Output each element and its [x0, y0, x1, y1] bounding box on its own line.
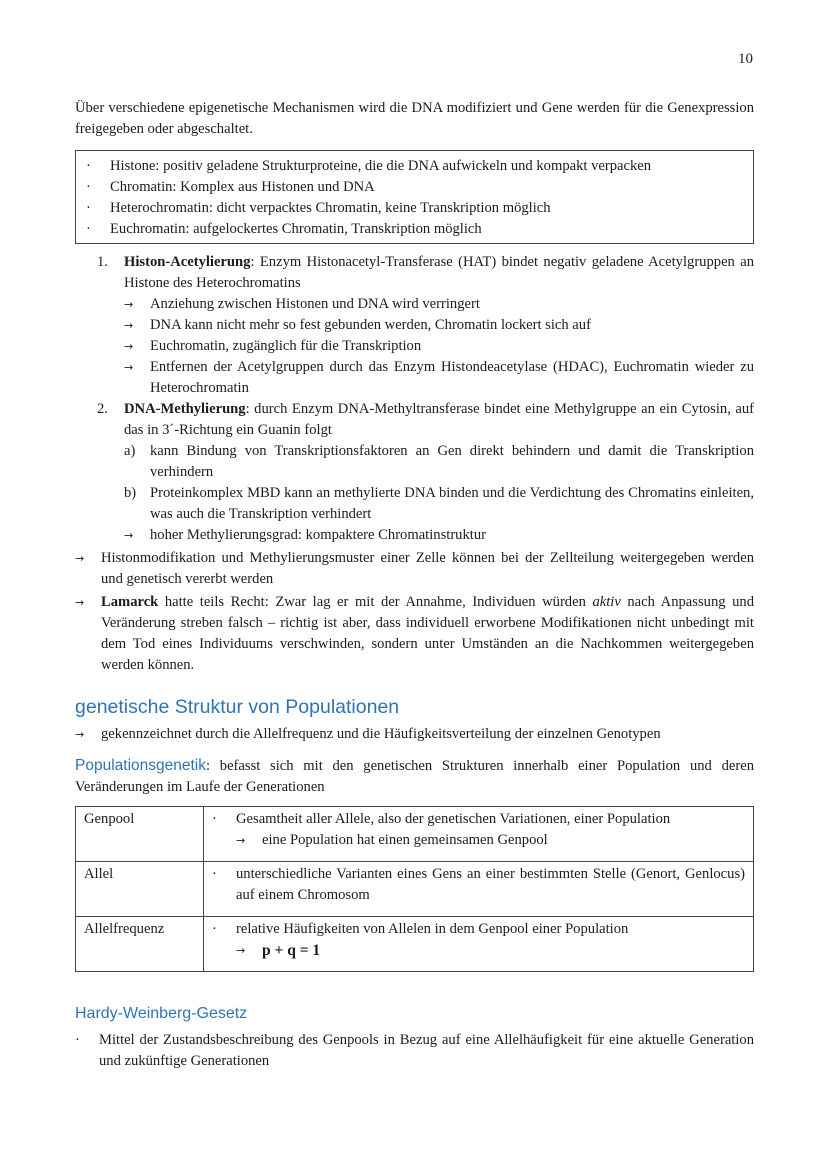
- arrow-right-icon: →: [124, 319, 134, 332]
- definition-item: [86, 177, 743, 198]
- arrow-text: Anziehung zwischen Histonen und DNA wird verringert: [150, 296, 480, 312]
- sub-item: [124, 441, 754, 483]
- bullet-dot: ·: [212, 921, 217, 937]
- arrow-right-icon: →: [124, 361, 134, 374]
- section-arrow-item: [75, 724, 754, 745]
- emphasis-active: aktiv: [592, 594, 621, 610]
- population-genetics-definition: [75, 755, 754, 798]
- definition-text: Gesamtheit aller Allele, also der genetischen Variationen, einer Population: [236, 811, 671, 827]
- bullet-dot: ·: [86, 221, 91, 237]
- arrow-item: [124, 336, 754, 357]
- page-number: 10: [738, 51, 753, 67]
- item-title: DNA-Methylierung: [124, 401, 246, 417]
- table-row: [76, 862, 754, 917]
- arrow-text: DNA kann nicht mehr so fest gebunden werden, Chromatin lockert sich auf: [150, 317, 591, 333]
- definition-text: Histone: positiv geladene Strukturproteine, die die DNA aufwickeln und kompakt verpacken: [110, 158, 652, 174]
- arrow-text: hoher Methylierungsgrad: kompaktere Chromatinstruktur: [150, 527, 486, 543]
- conclusion-text: [101, 592, 754, 676]
- conclusion-text-a: hatte teils Recht: Zwar lag er mit der Annahme, Individuen würden: [158, 594, 593, 610]
- arrow-right-icon: →: [236, 834, 246, 847]
- definition-cell: [204, 807, 754, 862]
- definition-cell: [204, 862, 754, 917]
- definition-text: unterschiedliche Varianten eines Gens an einer bestimmten Stelle (Genort, Genlocus) auf einem Chromosom: [236, 866, 745, 903]
- arrow-text: eine Population hat einen gemeinsamen Genpool: [262, 832, 548, 848]
- definition-text: Chromatin: Komplex aus Histonen und DNA: [110, 179, 375, 195]
- definition-text: relative Häufigkeiten von Allelen in dem Genpool einer Population: [236, 921, 629, 937]
- allele-formula: p + q = 1: [262, 942, 321, 959]
- arrow-right-icon: →: [75, 728, 85, 741]
- arrow-right-icon: →: [75, 596, 85, 609]
- arrow-text: Euchromatin, zugänglich für die Transkription: [150, 338, 422, 354]
- item-number: 1.: [97, 254, 108, 270]
- definition-item: [86, 156, 743, 177]
- sub-text: kann Bindung von Transkriptionsfaktoren an Gen direkt behindern und damit die Transkription verhindern: [150, 443, 754, 480]
- section-heading-hardy-weinberg: Hardy-Weinberg-Gesetz: [75, 1005, 248, 1022]
- bullet-dot: ·: [86, 200, 91, 216]
- table-row: [76, 917, 754, 972]
- section-arrow-text: gekennzeichnet durch die Allelfrequenz und die Häufigkeitsverteilung der einzelnen Genotypen: [101, 726, 661, 742]
- definition-text: Euchromatin: aufgelockertes Chromatin, Transkription möglich: [110, 221, 482, 237]
- item-number: 2.: [97, 401, 108, 417]
- page-content: [75, 98, 754, 1072]
- section-heading-populations: genetische Struktur von Populationen: [75, 696, 400, 718]
- list-item-histone-acetylation: [97, 252, 754, 399]
- definition-box: [75, 150, 754, 244]
- sub-letter: b): [124, 485, 137, 501]
- intro-paragraph: Über verschiedene epigenetische Mechanismen wird die DNA modifiziert und Gene werden für die Genexpression freigegeben oder abgeschaltet.: [75, 100, 754, 137]
- table-row: [76, 807, 754, 862]
- arrow-item: [124, 525, 754, 546]
- arrow-right-icon: →: [124, 340, 134, 353]
- term-cell: Genpool: [76, 807, 204, 862]
- bullet-dot: ·: [86, 179, 91, 195]
- item-title: Histon-Acetylierung: [124, 254, 251, 270]
- list-item-dna-methylation: [97, 399, 754, 546]
- conclusion-inheritance: [75, 548, 754, 590]
- bullet-dot: ·: [75, 1032, 80, 1048]
- item-text: : durch Enzym DNA-Methyltransferase bindet eine Methylgruppe an ein Cytosin, auf das in 3´-Richtung ein Guanin folgt: [124, 401, 754, 438]
- bullet-dot: ·: [86, 158, 91, 174]
- hardy-bullet-text: Mittel der Zustandsbeschreibung des Genpools in Bezug auf eine Allelhäufigkeit für eine aktuelle Generation und zukünftige Generationen: [99, 1032, 754, 1069]
- glossary-table: [75, 806, 754, 972]
- bullet-dot: ·: [212, 866, 217, 882]
- item-text: : Enzym Histonacetyl-Transferase (HAT) bindet negativ geladene Acetylgruppen an Histone des Heterochromatins: [124, 254, 754, 291]
- arrow-right-icon: →: [124, 298, 134, 311]
- arrow-item: [124, 357, 754, 399]
- conclusion-text-b: nach Anpassung und Veränderung streben falsch – richtig ist aber, dass individuell erworbene Modifikationen nicht unbedingt mit dem Tod eines Individuums verschwinden, sondern unter Umständen an die Nachkommen weitergegeben werden können.: [101, 594, 754, 673]
- bullet-dot: ·: [212, 811, 217, 827]
- definition-text: Heterochromatin: dicht verpacktes Chromatin, keine Transkription möglich: [110, 200, 551, 216]
- popgen-text: : befasst sich mit den genetischen Strukturen innerhalb einer Population und deren Veränderungen im Laufe der Generationen: [75, 758, 754, 795]
- definition-item: [86, 219, 743, 240]
- arrow-text: Entfernen der Acetylgruppen durch das Enzym Histondeacetylase (HDAC), Euchromatin wieder zu Heterochromatin: [150, 359, 754, 396]
- arrow-right-icon: →: [236, 944, 246, 957]
- arrow-right-icon: →: [75, 552, 85, 565]
- definition-cell: [204, 917, 754, 972]
- conclusion-lamarck: [75, 592, 754, 676]
- term-cell: Allel: [76, 862, 204, 917]
- term-cell: Allelfrequenz: [76, 917, 204, 972]
- popgen-term: Populationsgenetik: [75, 757, 206, 774]
- lamarck-name: Lamarck: [101, 594, 159, 610]
- hardy-bullet-item: [75, 1030, 754, 1072]
- arrow-item: [124, 315, 754, 336]
- sub-text: Proteinkomplex MBD kann an methylierte DNA binden und die Verdichtung des Chromatins einleiten, was auch die Transkription verhindert: [150, 485, 754, 522]
- arrow-item: [236, 940, 628, 961]
- arrow-right-icon: →: [124, 529, 134, 542]
- arrow-item: [236, 830, 670, 851]
- conclusion-text: Histonmodifikation und Methylierungsmuster einer Zelle können bei der Zellteilung weitergegeben werden und genetisch vererbt werden: [101, 550, 754, 587]
- sub-item: [124, 483, 754, 525]
- arrow-item: [124, 294, 754, 315]
- definition-item: [86, 198, 743, 219]
- sub-letter: a): [124, 443, 136, 459]
